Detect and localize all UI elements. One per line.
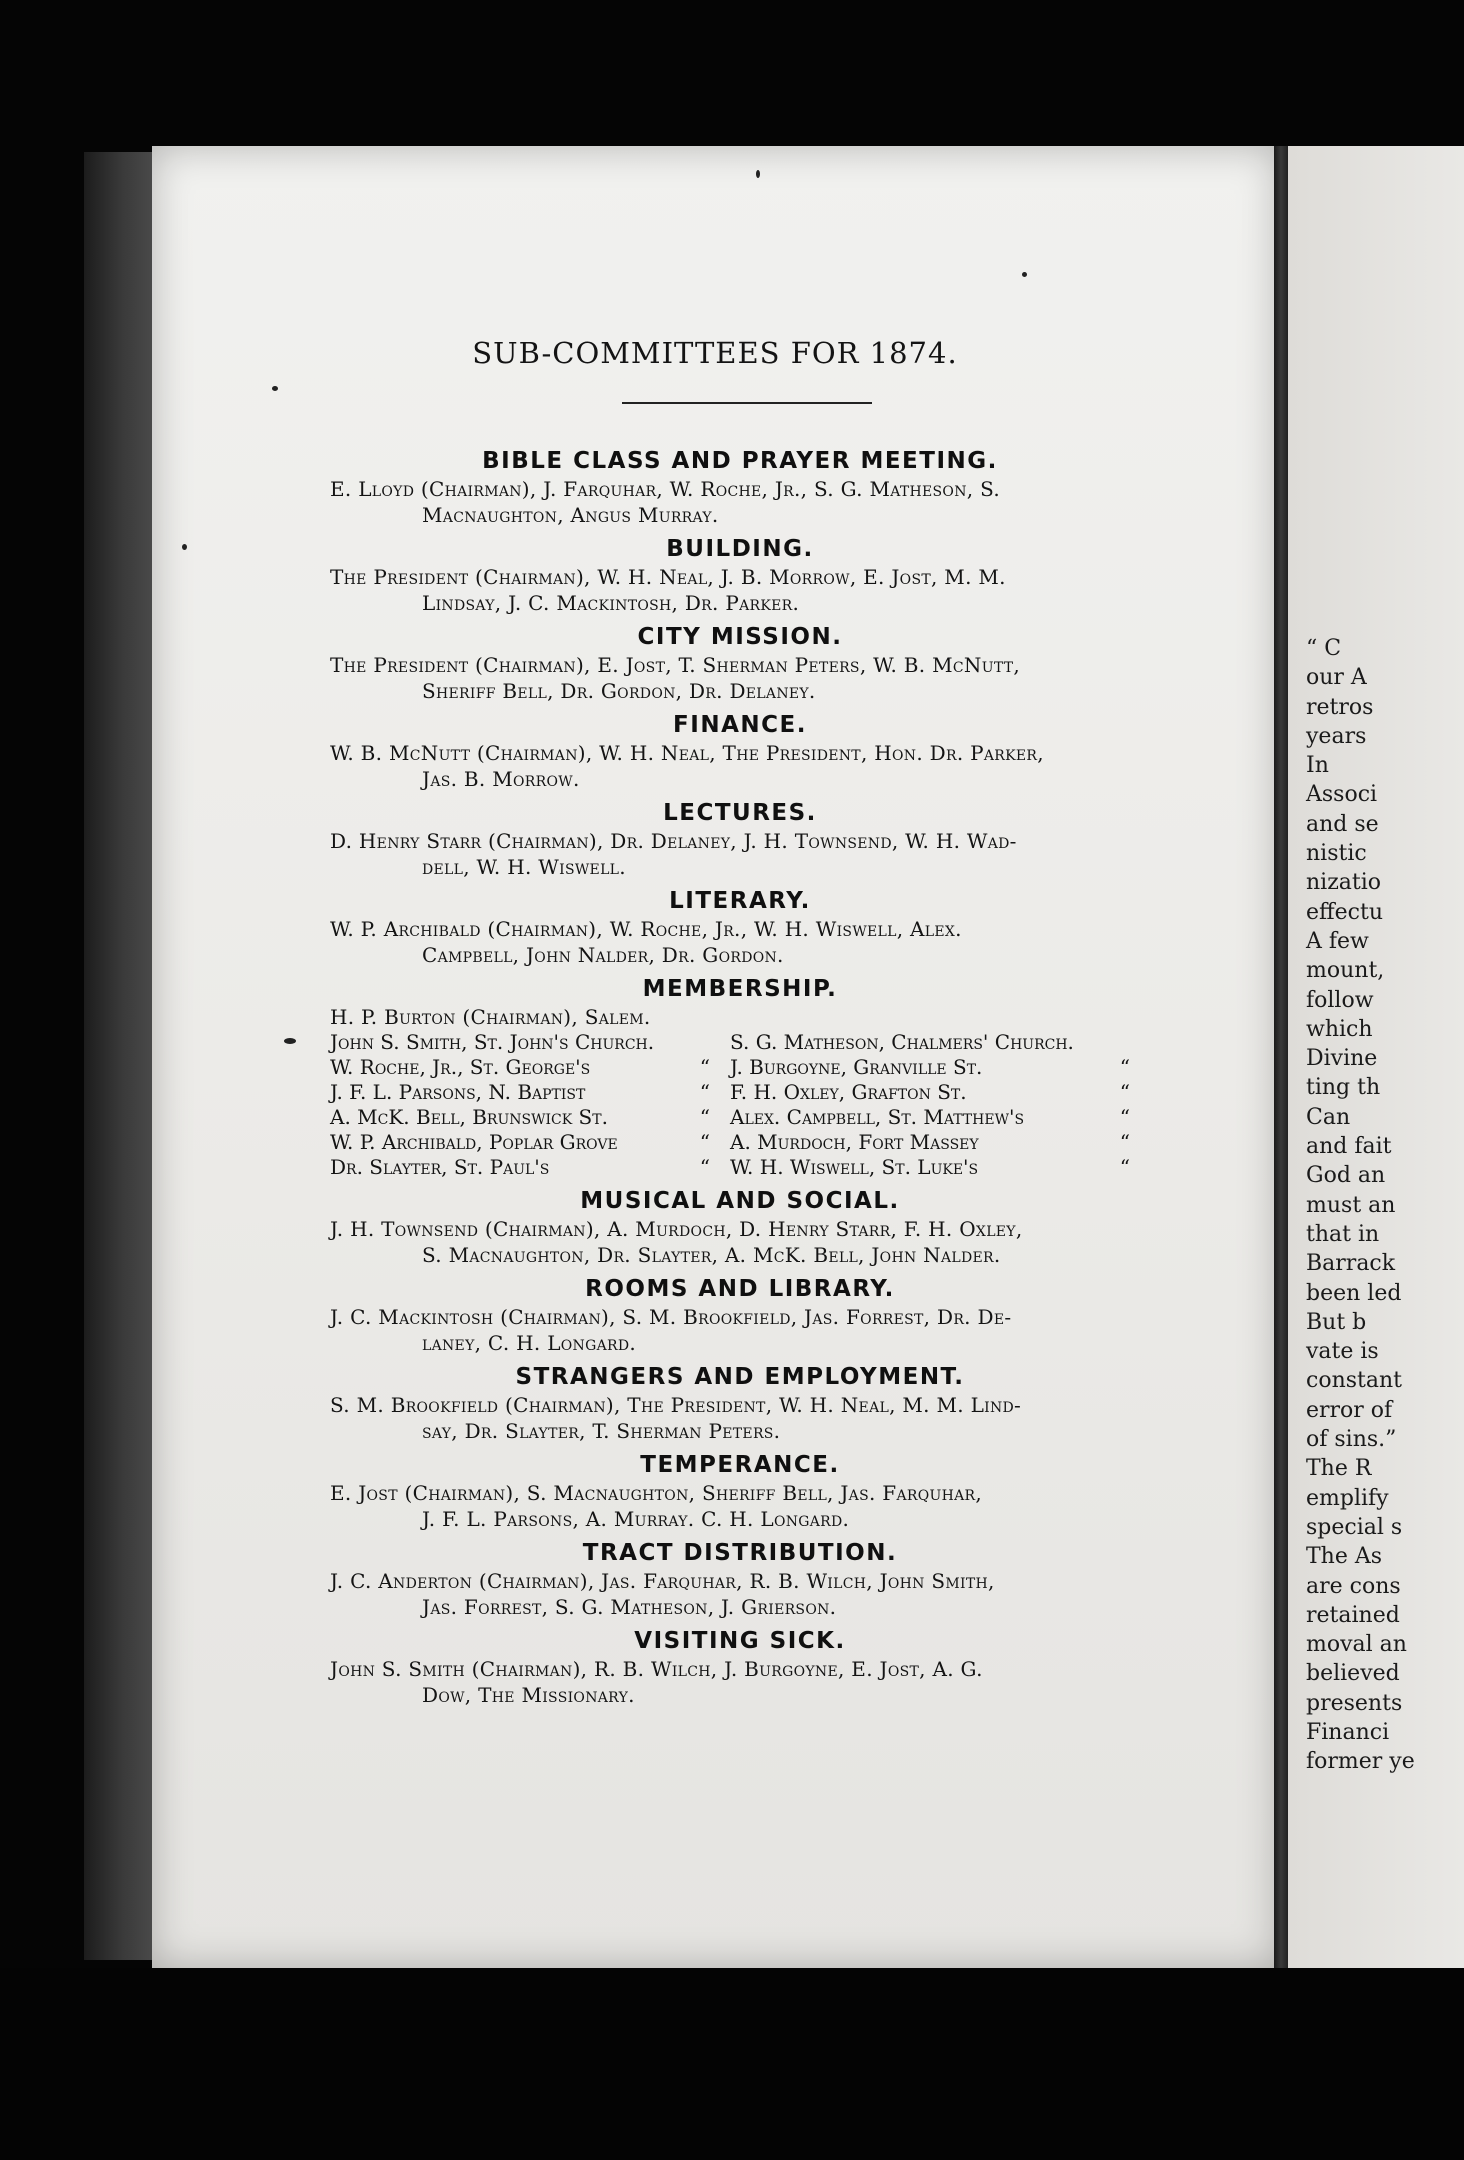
committee-section	[330, 446, 1150, 528]
member-line: J. H. Townsend (Chairman), A. Murdoch, D. Henry Starr, F. H. Oxley,	[330, 1217, 1023, 1241]
membership-cell	[330, 1105, 730, 1130]
ditto-mark: “	[699, 1105, 710, 1129]
text-fragment: moval an	[1306, 1632, 1407, 1658]
membership-chairman-line: H. P. Burton (Chairman), Salem.	[330, 1005, 651, 1029]
member-entry: J. F. L. Parsons, N. Baptist	[330, 1080, 586, 1104]
member-line: Jas. B. Morrow.	[422, 767, 580, 791]
member-line: Lindsay, J. C. Mackintosh, Dr. Parker.	[422, 591, 800, 615]
ink-speck	[182, 544, 187, 550]
text-fragment: which	[1306, 1016, 1373, 1042]
text-fragment: In	[1306, 753, 1329, 779]
text-fragment: error of	[1306, 1397, 1393, 1423]
committee-section	[330, 886, 1150, 968]
ditto-mark: “	[1119, 1130, 1130, 1154]
ink-speck	[756, 170, 760, 178]
text-fragment: nistic	[1306, 841, 1367, 867]
committee-section	[330, 1274, 1150, 1356]
ditto-mark: “	[1119, 1155, 1130, 1179]
ditto-mark: “	[699, 1130, 710, 1154]
section-heading: MEMBERSHIP.	[642, 976, 838, 1002]
membership-cell	[730, 1155, 1150, 1180]
member-line: J. C. Mackintosh (Chairman), S. M. Brookfield, Jas. Forrest, Dr. De-	[330, 1305, 1012, 1329]
member-line: D. Henry Starr (Chairman), Dr. Delaney, J. H. Townsend, W. H. Wad-	[330, 829, 1017, 853]
member-entry: W. H. Wiswell, St. Luke's	[730, 1155, 979, 1179]
member-entry: J. Burgoyne, Granville St.	[730, 1055, 983, 1079]
scan-background	[0, 1968, 1464, 2160]
membership-cell	[730, 1105, 1150, 1130]
text-fragment: presents	[1306, 1690, 1403, 1716]
committee-section	[330, 1626, 1150, 1708]
membership-cell	[730, 1055, 1150, 1080]
member-line: J. F. L. Parsons, A. Murray. C. H. Longard.	[422, 1507, 850, 1531]
committee-section	[330, 710, 1150, 792]
member-line: say, Dr. Slayter, T. Sherman Peters.	[422, 1419, 781, 1443]
text-fragment: are cons	[1306, 1573, 1401, 1599]
membership-cell	[330, 1080, 730, 1105]
membership-cell	[730, 1080, 1150, 1105]
text-fragment: The As	[1306, 1544, 1383, 1570]
text-fragment: of sins.”	[1306, 1427, 1397, 1453]
sections-group-1	[330, 446, 1150, 968]
member-line: W. B. McNutt (Chairman), W. H. Neal, The President, Hon. Dr. Parker,	[330, 741, 1044, 765]
adjacent-page	[1288, 146, 1464, 1968]
text-fragment: our A	[1306, 665, 1367, 691]
text-fragment: constant	[1306, 1368, 1402, 1394]
ink-speck	[272, 386, 278, 391]
text-fragment: been led	[1306, 1280, 1402, 1306]
member-entry: F. H. Oxley, Grafton St.	[730, 1080, 967, 1104]
membership-cell	[330, 1155, 730, 1180]
membership-cell	[330, 1130, 730, 1155]
text-fragment: and fait	[1306, 1134, 1392, 1160]
page-fold	[1274, 146, 1288, 1968]
committee-section	[330, 534, 1150, 616]
page-title: SUB-COMMITTEES FOR 1874.	[472, 336, 958, 370]
section-heading: BIBLE CLASS AND PRAYER MEETING.	[482, 448, 998, 474]
document-page	[152, 146, 1278, 1968]
book-binding-edge	[84, 152, 154, 1960]
member-line: Dow, The Missionary.	[422, 1683, 635, 1707]
text-fragment: ting th	[1306, 1075, 1381, 1101]
text-fragment: The R	[1306, 1456, 1372, 1482]
ditto-mark: “	[699, 1155, 710, 1179]
committee-section	[330, 1450, 1150, 1532]
text-fragment: God an	[1306, 1163, 1386, 1189]
text-fragment: Associ	[1306, 782, 1378, 808]
membership-cell	[730, 1030, 1150, 1055]
text-fragment: that in	[1306, 1221, 1380, 1247]
membership-cell	[330, 1055, 730, 1080]
member-line: Campbell, John Nalder, Dr. Gordon.	[422, 943, 784, 967]
section-heading: LITERARY.	[669, 888, 811, 914]
section-heading: LECTURES.	[663, 800, 817, 826]
section-heading: BUILDING.	[666, 536, 814, 562]
text-fragment: believed	[1306, 1661, 1400, 1687]
text-fragment: years	[1306, 723, 1367, 749]
member-line: laney, C. H. Longard.	[422, 1331, 637, 1355]
member-entry: W. Roche, Jr., St. George's	[330, 1055, 591, 1079]
member-entry: S. G. Matheson, Chalmers' Church.	[730, 1030, 1074, 1054]
text-fragment: “ C	[1306, 636, 1342, 661]
ditto-mark: “	[1119, 1055, 1130, 1079]
title-rule	[622, 402, 872, 404]
ditto-mark: “	[699, 1055, 710, 1079]
membership-cell	[330, 1030, 730, 1055]
membership-section	[330, 974, 1150, 1180]
member-line: S. M. Brookfield (Chairman), The President, W. H. Neal, M. M. Lind-	[330, 1393, 1022, 1417]
committee-section	[330, 1362, 1150, 1444]
member-entry: A. Murdoch, Fort Massey	[730, 1130, 979, 1154]
member-entry: Dr. Slayter, St. Paul's	[330, 1155, 550, 1179]
member-line: The President (Chairman), W. H. Neal, J. B. Morrow, E. Jost, M. M.	[330, 565, 1006, 589]
text-fragment: retained	[1306, 1602, 1400, 1628]
text-fragment: and se	[1306, 811, 1379, 837]
sections-group-2	[330, 1186, 1150, 1708]
section-heading: MUSICAL AND SOCIAL.	[580, 1188, 900, 1214]
section-heading: TEMPERANCE.	[640, 1452, 840, 1478]
committee-section	[330, 798, 1150, 880]
ditto-mark: “	[699, 1080, 710, 1104]
committee-section	[330, 1186, 1150, 1268]
membership-grid	[330, 1030, 1150, 1180]
text-fragment: emplify	[1306, 1485, 1389, 1511]
committee-section	[330, 622, 1150, 704]
member-entry: John S. Smith, St. John's Church.	[330, 1030, 655, 1054]
text-fragment: Financi	[1306, 1719, 1390, 1745]
ditto-mark: “	[1119, 1080, 1130, 1104]
committee-list	[330, 440, 1150, 1708]
committee-section	[330, 1538, 1150, 1620]
text-fragment: retros	[1306, 694, 1374, 720]
text-fragment: Can	[1306, 1104, 1351, 1130]
text-fragment: special s	[1306, 1514, 1403, 1540]
text-fragment: mount,	[1306, 958, 1385, 984]
adjacent-page-text	[1306, 634, 1415, 1777]
member-line: John S. Smith (Chairman), R. B. Wilch, J. Burgoyne, E. Jost, A. G.	[330, 1657, 983, 1681]
text-fragment: Barrack	[1306, 1251, 1396, 1277]
member-entry: Alex. Campbell, St. Matthew's	[730, 1105, 1025, 1129]
member-entry: A. McK. Bell, Brunswick St.	[330, 1105, 608, 1129]
text-fragment: But b	[1306, 1309, 1367, 1335]
member-line: The President (Chairman), E. Jost, T. Sherman Peters, W. B. McNutt,	[330, 653, 1021, 677]
text-fragment: former ye	[1306, 1749, 1415, 1775]
member-line: Sheriff Bell, Dr. Gordon, Dr. Delaney.	[422, 679, 816, 703]
section-heading: ROOMS AND LIBRARY.	[585, 1276, 895, 1302]
text-fragment: must an	[1306, 1192, 1396, 1218]
section-heading: STRANGERS AND EMPLOYMENT.	[515, 1364, 965, 1390]
member-line: Jas. Forrest, S. G. Matheson, J. Grierson.	[422, 1595, 837, 1619]
text-fragment: vate is	[1306, 1339, 1379, 1365]
ink-speck	[1022, 272, 1027, 277]
member-line: Macnaughton, Angus Murray.	[422, 503, 719, 527]
member-line: E. Lloyd (Chairman), J. Farquhar, W. Roche, Jr., S. G. Matheson, S.	[330, 477, 1001, 501]
section-heading: TRACT DISTRIBUTION.	[582, 1540, 898, 1566]
ditto-mark: “	[1119, 1105, 1130, 1129]
text-fragment: A few	[1306, 928, 1369, 954]
section-heading: CITY MISSION.	[637, 624, 843, 650]
text-fragment: nizatio	[1306, 870, 1382, 896]
section-heading: VISITING SICK.	[634, 1628, 846, 1654]
text-fragment: Divine	[1306, 1046, 1378, 1072]
member-line: dell, W. H. Wiswell.	[422, 855, 626, 879]
member-line: E. Jost (Chairman), S. Macnaughton, Sheriff Bell, Jas. Farquhar,	[330, 1481, 983, 1505]
member-line: W. P. Archibald (Chairman), W. Roche, Jr., W. H. Wiswell, Alex.	[330, 917, 962, 941]
member-line: J. C. Anderton (Chairman), Jas. Farquhar, R. B. Wilch, John Smith,	[330, 1569, 995, 1593]
member-entry: W. P. Archibald, Poplar Grove	[330, 1130, 618, 1154]
text-fragment: effectu	[1306, 899, 1383, 925]
member-line: S. Macnaughton, Dr. Slayter, A. McK. Bell, John Nalder.	[422, 1243, 1001, 1267]
section-heading: FINANCE.	[673, 712, 807, 738]
membership-cell	[730, 1130, 1150, 1155]
text-fragment: follow	[1306, 987, 1374, 1013]
ink-speck	[284, 1038, 296, 1044]
